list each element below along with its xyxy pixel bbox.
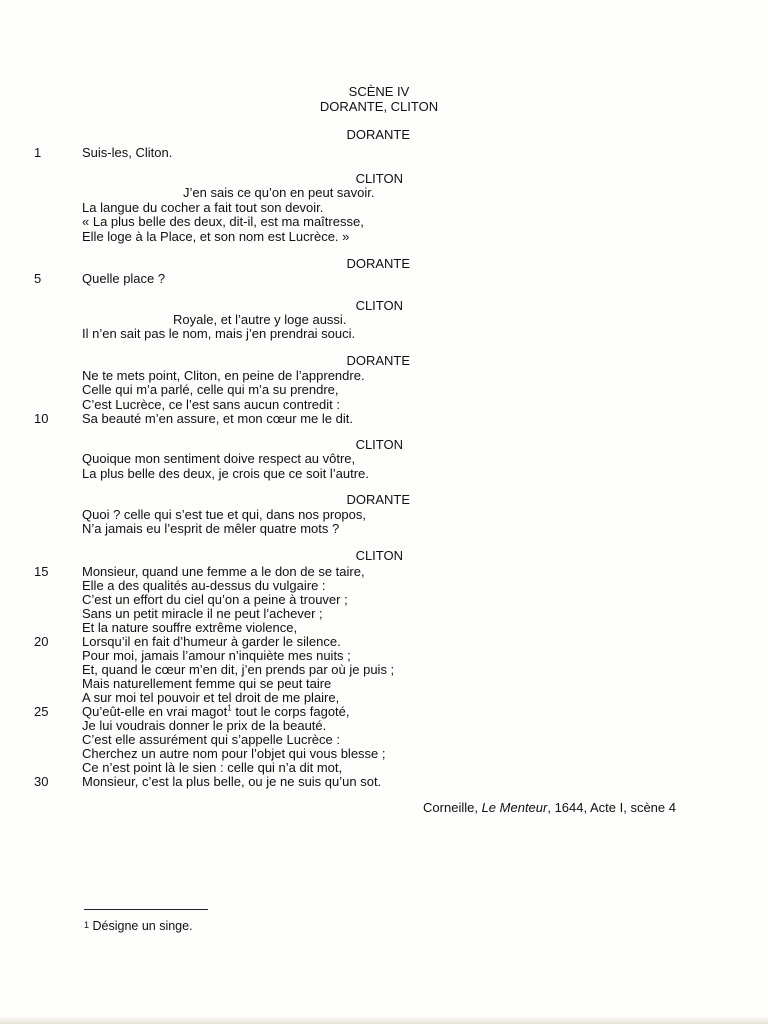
verse-line: La plus belle des deux, je crois que ce soit l’autre. [82, 466, 369, 481]
verse-line: Elle a des qualités au-dessus du vulgaire : [82, 578, 326, 593]
verse-line: N’a jamais eu l’esprit de mêler quatre mots ? [82, 521, 340, 536]
page-edge [0, 1016, 768, 1024]
footnote [84, 919, 193, 933]
verse-line: La langue du cocher a fait tout son devoir. [82, 200, 324, 215]
source-author: Corneille, [423, 800, 482, 815]
line-number: 30 [34, 774, 49, 789]
verse-line: Ne te mets point, Cliton, en peine de l’apprendre. [82, 368, 365, 383]
verse-text: tout le corps fagoté, [231, 704, 350, 719]
verse-line: Lorsqu’il en fait d’humeur à garder le silence. [82, 634, 341, 649]
verse-line: J’en sais ce qu’on en peut savoir. [183, 185, 375, 200]
speaker-name: CLITON [355, 437, 403, 452]
verse-line: C’est elle assurément qui s’appelle Lucrèce : [82, 732, 340, 747]
verse-line: Quoi ? celle qui s’est tue et qui, dans nos propos, [82, 507, 367, 522]
speaker-name: DORANTE [346, 256, 410, 271]
scene-characters: DORANTE, CLITON [319, 99, 439, 114]
verse-line: Celle qui m’a parlé, celle qui m’a su prendre, [82, 382, 339, 397]
line-number: 10 [34, 411, 49, 426]
speaker-name: DORANTE [346, 353, 410, 368]
verse-line: Il n’en sait pas le nom, mais j’en prendrai souci. [82, 326, 356, 341]
verse-text: Qu’eût-elle en vrai magot [82, 704, 228, 719]
source-citation [423, 800, 676, 815]
verse-line: A sur moi tel pouvoir et tel droit de me plaire, [82, 690, 340, 705]
speaker-name: CLITON [355, 548, 403, 563]
verse-line: Sa beauté m’en assure, et mon cœur me le dit. [82, 411, 353, 426]
verse-line: Quelle place ? [82, 271, 166, 286]
footnote-mark: 1 [84, 920, 90, 930]
verse-line: Et, quand le cœur m’en dit, j’en prends par où je puis ; [82, 662, 395, 677]
line-number: 5 [34, 271, 42, 286]
verse-line: Quoique mon sentiment doive respect au vôtre, [82, 451, 356, 466]
verse-line-with-footnote [82, 704, 350, 719]
verse-line: Monsieur, quand une femme a le don de se taire, [82, 564, 365, 579]
verse-line: Royale, et l’autre y loge aussi. [173, 312, 347, 327]
source-work-title: Le Menteur [481, 800, 548, 815]
verse-line: Monsieur, c’est la plus belle, ou je ne suis qu’un sot. [82, 774, 382, 789]
line-number: 25 [34, 704, 49, 719]
speaker-name: CLITON [355, 171, 403, 186]
speaker-name: DORANTE [346, 127, 410, 142]
verse-line: Pour moi, jamais l’amour n’inquiète mes nuits ; [82, 648, 351, 663]
footnote-divider [84, 909, 208, 910]
verse-line: Je lui voudrais donner le prix de la beauté. [82, 718, 327, 733]
speaker-name: CLITON [355, 298, 403, 313]
scene-title: SCÈNE IV [348, 84, 410, 99]
verse-line: Et la nature souffre extrême violence, [82, 620, 298, 635]
verse-line: Ce n’est point là le sien : celle qui n’a dit mot, [82, 760, 343, 775]
speaker-name: DORANTE [346, 492, 410, 507]
verse-line: Sans un petit miracle il ne peut l’achever ; [82, 606, 323, 621]
verse-line: Suis-les, Cliton. [82, 145, 173, 160]
verse-line: Mais naturellement femme qui se peut taire [82, 676, 332, 691]
verse-line: « La plus belle des deux, dit-il, est ma maîtresse, [82, 214, 364, 229]
line-number: 1 [34, 145, 42, 160]
source-details: , 1644, Acte I, scène 4 [547, 800, 676, 815]
footnote-text: Désigne un singe. [89, 919, 193, 933]
line-number: 15 [34, 564, 49, 579]
footnote-reference: 1 [227, 703, 232, 713]
line-number: 20 [34, 634, 49, 649]
verse-line: C’est un effort du ciel qu’on a peine à trouver ; [82, 592, 348, 607]
verse-line: Elle loge à la Place, et son nom est Lucrèce. » [82, 229, 350, 244]
verse-line: Cherchez un autre nom pour l’objet qui vous blesse ; [82, 746, 386, 761]
verse-line: C’est Lucrèce, ce l’est sans aucun contredit : [82, 397, 340, 412]
